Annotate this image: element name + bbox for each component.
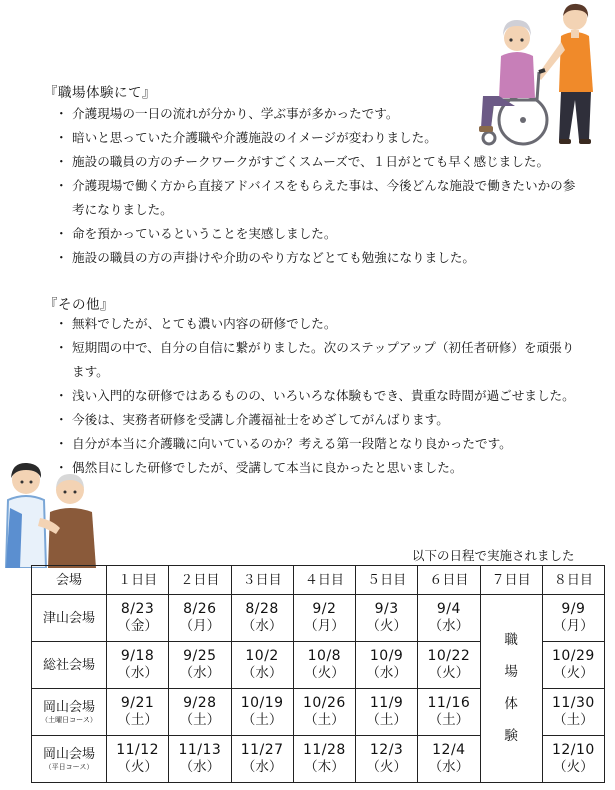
list-item: ・ 介護現場で働く方から直接アドバイスをもらえた事は、今後どんな施設で働きたいかの参考になりました。 [58, 174, 578, 222]
date-cell [418, 642, 480, 689]
date-cell [231, 736, 293, 783]
date-cell [356, 689, 418, 736]
date-text: 10/22 [427, 648, 471, 664]
date-cell [231, 642, 293, 689]
venue-cell [32, 595, 107, 642]
date-cell [169, 642, 231, 689]
date-text: 10/9 [369, 648, 404, 664]
weekday-text: （木） [304, 759, 345, 775]
weekday-text: （土） [366, 712, 407, 728]
date-cell [542, 595, 604, 642]
date-cell [356, 595, 418, 642]
weekday-text: （月） [179, 618, 221, 634]
date-cell [542, 736, 604, 783]
weekday-text: （水） [241, 618, 283, 634]
list-item: ・ 浅い入門的な研修ではあるものの、いろいろな体験もでき、貴重な時間が過ごせました。 [58, 384, 578, 408]
venue-name: 岡山会場 [42, 700, 95, 715]
date-cell [169, 689, 231, 736]
weekday-text: （水） [117, 665, 158, 681]
venue-name: 総社会場 [42, 657, 95, 673]
workplace-feedback-list [58, 102, 578, 270]
weekday-text: （水） [241, 665, 283, 681]
date-text: 10/2 [245, 648, 279, 664]
date-text: 9/28 [183, 695, 217, 711]
weekday-text: （水） [366, 665, 407, 681]
venue-name: 岡山会場 [42, 747, 95, 762]
list-item: ・ 介護現場の一日の流れが分かり、学ぶ事が多かったです。 [58, 102, 578, 126]
weekday-text: （土） [179, 712, 221, 728]
date-cell [169, 595, 231, 642]
date-cell [169, 736, 231, 783]
other-feedback-list [58, 312, 578, 480]
table-header-row [32, 566, 605, 595]
date-text: 8/28 [245, 601, 279, 617]
weekday-text: （水） [179, 759, 221, 775]
date-text: 8/23 [120, 601, 155, 617]
date-text: 11/28 [302, 742, 346, 758]
list-item: ・ 今後は、実務者研修を受講し介護福祉士をめざしてがんばります。 [58, 408, 578, 432]
list-item: ・ 命を預かっているということを実感しました。 [58, 222, 578, 246]
header-cell: ６日目 [418, 566, 480, 595]
venue-cell [32, 736, 107, 783]
date-cell [542, 642, 604, 689]
weekday-text: （火） [553, 665, 594, 681]
date-text: 10/29 [551, 648, 595, 664]
list-item: ・ 施設の職員の方のチークワークがすごくスムーズで、１日がとても早く感じました。 [58, 150, 578, 174]
list-item: ・ 暗いと思っていた介護職や介護施設のイメージが変わりました。 [58, 126, 578, 150]
header-cell: １日目 [107, 566, 169, 595]
workplace-experience-cell [480, 595, 542, 783]
date-text: 12/4 [432, 742, 466, 758]
table-row [32, 595, 605, 642]
date-cell [356, 736, 418, 783]
caregiver-elderly-illustration [0, 458, 105, 568]
vertical-char: 場 [504, 664, 518, 680]
schedule-table [31, 565, 605, 783]
date-text: 11/13 [178, 742, 222, 758]
date-cell [107, 736, 169, 783]
date-text: 8/26 [183, 601, 217, 617]
date-text: 9/18 [120, 648, 155, 664]
header-cell: ２日目 [169, 566, 231, 595]
weekday-text: （土） [241, 712, 283, 728]
date-cell [107, 595, 169, 642]
venue-cell [32, 689, 107, 736]
header-cell: 会場 [32, 566, 107, 595]
date-text: 9/9 [561, 601, 586, 617]
date-cell [418, 736, 480, 783]
weekday-text: （土） [304, 712, 345, 728]
weekday-text: （月） [553, 618, 594, 634]
date-cell [418, 595, 480, 642]
weekday-text: （火） [366, 618, 407, 634]
weekday-text: （火） [553, 759, 594, 775]
date-text: 12/3 [369, 742, 404, 758]
weekday-text: （土） [428, 712, 470, 728]
date-cell [293, 689, 355, 736]
list-item: ・ 短期間の中で、自分の自信に繋がりました。次のステップアップ（初任者研修）を頑張ります。 [58, 336, 578, 384]
weekday-text: （水） [179, 665, 221, 681]
date-cell [293, 736, 355, 783]
date-cell [293, 642, 355, 689]
date-text: 11/16 [427, 695, 471, 711]
list-item: ・ 無料でしたが、とても濃い内容の研修でした。 [58, 312, 578, 336]
header-cell: ３日目 [231, 566, 293, 595]
vertical-char: 職 [504, 632, 518, 648]
date-text: 11/27 [240, 742, 284, 758]
venue-course: （平日コース） [44, 763, 94, 771]
date-text: 10/8 [307, 648, 342, 664]
header-cell: ７日目 [480, 566, 542, 595]
weekday-text: （金） [117, 618, 158, 634]
date-text: 9/2 [312, 601, 337, 617]
weekday-text: （水） [428, 759, 470, 775]
date-cell [107, 689, 169, 736]
vertical-char: 験 [504, 728, 518, 744]
date-text: 12/10 [551, 742, 595, 758]
list-item: ・ 施設の職員の方の声掛けや介助のやり方などとても勉強になりました。 [58, 246, 578, 270]
date-cell [231, 595, 293, 642]
section-title-workplace: 『職場体験にて』 [44, 85, 156, 101]
date-text: 9/4 [436, 601, 461, 617]
weekday-text: （火） [428, 665, 470, 681]
venue-name: 津山会場 [42, 610, 95, 626]
weekday-text: （火） [117, 759, 158, 775]
date-cell [293, 595, 355, 642]
date-cell [231, 689, 293, 736]
schedule-caption: 以下の日程で実施されました [412, 548, 575, 563]
venue-cell [32, 642, 107, 689]
weekday-text: （水） [428, 618, 470, 634]
venue-course: （土曜日コース） [41, 716, 97, 724]
date-cell [418, 689, 480, 736]
header-cell: ４日目 [293, 566, 355, 595]
weekday-text: （土） [553, 712, 594, 728]
section-title-other: 『その他』 [44, 297, 114, 313]
date-text: 11/30 [551, 695, 595, 711]
vertical-char: 体 [504, 696, 518, 712]
date-text: 9/25 [183, 648, 217, 664]
weekday-text: （水） [241, 759, 283, 775]
weekday-text: （火） [304, 665, 345, 681]
date-cell [356, 642, 418, 689]
header-cell: ５日目 [356, 566, 418, 595]
date-cell [542, 689, 604, 736]
list-item: ・ 自分が本当に介護職に向いているのか？考える第一段階となり良かったです。 [58, 432, 578, 456]
date-text: 9/3 [374, 601, 399, 617]
date-text: 10/26 [302, 695, 346, 711]
list-item: ・ 偶然目にした研修でしたが、受講して本当に良かったと思いました。 [58, 456, 578, 480]
weekday-text: （火） [366, 759, 407, 775]
header-cell: ８日目 [542, 566, 604, 595]
date-text: 11/9 [369, 695, 404, 711]
weekday-text: （土） [117, 712, 158, 728]
date-cell [107, 642, 169, 689]
date-text: 9/21 [120, 695, 155, 711]
date-text: 10/19 [240, 695, 284, 711]
date-text: 11/12 [116, 742, 160, 758]
weekday-text: （月） [304, 618, 345, 634]
